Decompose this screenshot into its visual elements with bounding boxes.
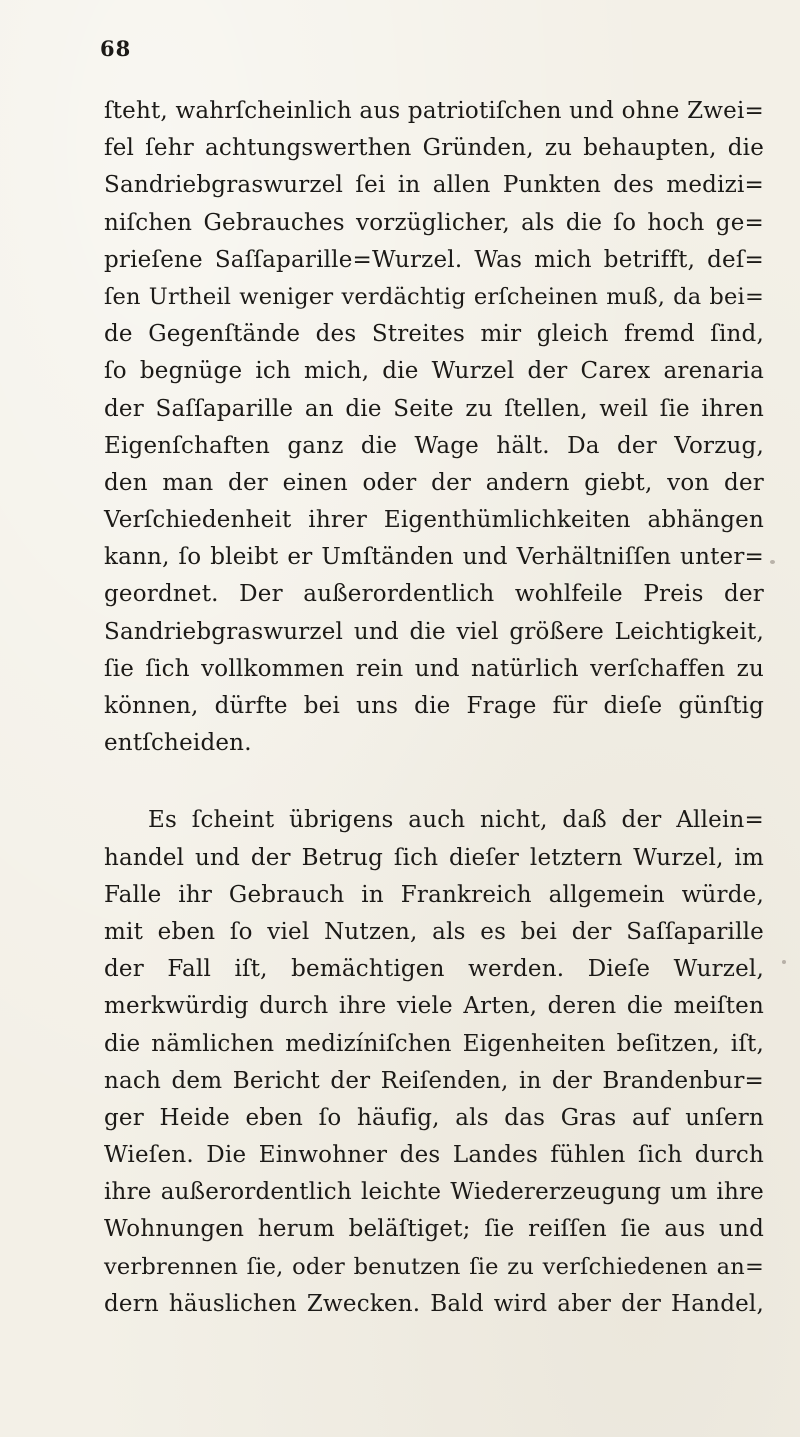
page-number: 68 [100,36,132,61]
text-line: der Saſſaparille an die Seite zu ſtellen, weil ſie ihren [104,395,764,422]
text-line: der Fall iſt, bemächtigen werden. Dieſe Wurzel, [104,956,764,983]
text-line: verbrennen ſie, oder benutzen ſie zu verſchiedenen an= [104,1253,764,1280]
text-line: nach dem Bericht der Reiſenden, in der Brandenbur= [104,1067,764,1094]
text-line: dern häuslichen Zwecken. Bald wird aber der Handel, [104,1290,764,1317]
text-line: die nämlichen medizíniſchen Eigenheiten beſitzen, iſt, [104,1030,764,1057]
paragraph-2 [104,802,764,1323]
text-line: merkwürdig durch ihre viele Arten, deren die meiſten [104,993,764,1020]
paragraph-gap [104,762,764,802]
text-line: fel ſehr achtungswerthen Gründen, zu behaupten, die [104,135,764,162]
text-line: ſen Urtheil weniger verdächtig erſcheinen muß, da bei= [104,283,764,310]
text-line: de Gegenſtände des Streites mir gleich fremd ſind, [104,321,764,348]
body-text [104,93,764,1323]
text-line: Es ſcheint übrigens auch nicht, daß der Allein= [148,807,764,834]
text-line: Sandriebgraswurzel ſei in allen Punkten des medizi= [104,172,764,199]
text-line: geordnet. Der außerordentlich wohlfeile Preis der [104,581,764,608]
text-line: ſo begnüge ich mich, die Wurzel der Carex arenaria [104,358,764,385]
text-line: ger Heide eben ſo häufig, als das Gras auf unſern [104,1104,764,1131]
text-line: Verſchiedenheit ihrer Eigenthümlichkeiten abhängen [104,507,764,534]
text-line: Falle ihr Gebrauch in Frankreich allgemein würde, [104,881,764,908]
text-line: prieſene Saſſaparille=Wurzel. Was mich betrifft, deſ= [104,246,764,273]
text-line: den man der einen oder der andern giebt, von der [104,469,764,496]
text-line: ſteht, wahrſcheinlich aus patriotiſchen und ohne Zwei= [104,98,764,124]
text-line: Sandriebgraswurzel und die viel größere Leichtigkeit, [104,618,764,645]
ink-speck [770,560,775,564]
text-line: handel und der Betrug ſich dieſer letztern Wurzel, im [104,844,764,871]
ink-speck [782,960,786,964]
text-line: Wohnungen herum beläſtiget; ſie reiſſen ſie aus und [104,1216,764,1243]
text-line: können, dürfte bei uns die Frage für dieſe günſtig [104,693,764,719]
text-line: ihre außerordentlich leichte Wiedererzeugung um ihre [104,1179,764,1206]
text-line: kann, ſo bleibt er Umſtänden und Verhältniſſen unter= [104,544,764,571]
text-line: Wieſen. Die Einwohner des Landes fühlen ſich durch [104,1142,764,1169]
text-line: entſcheiden. [104,730,252,757]
paragraph-1 [104,93,764,762]
text-line: ſie ſich vollkommen rein und natürlich verſchaffen zu [104,655,764,682]
text-line: Eigenſchaften ganz die Wage hält. Da der Vorzug, [104,432,764,459]
text-line: mit eben ſo viel Nutzen, als es bei der Saſſaparille [104,918,764,945]
text-line: niſchen Gebrauches vorzüglicher, als die ſo hoch ge= [104,209,764,236]
